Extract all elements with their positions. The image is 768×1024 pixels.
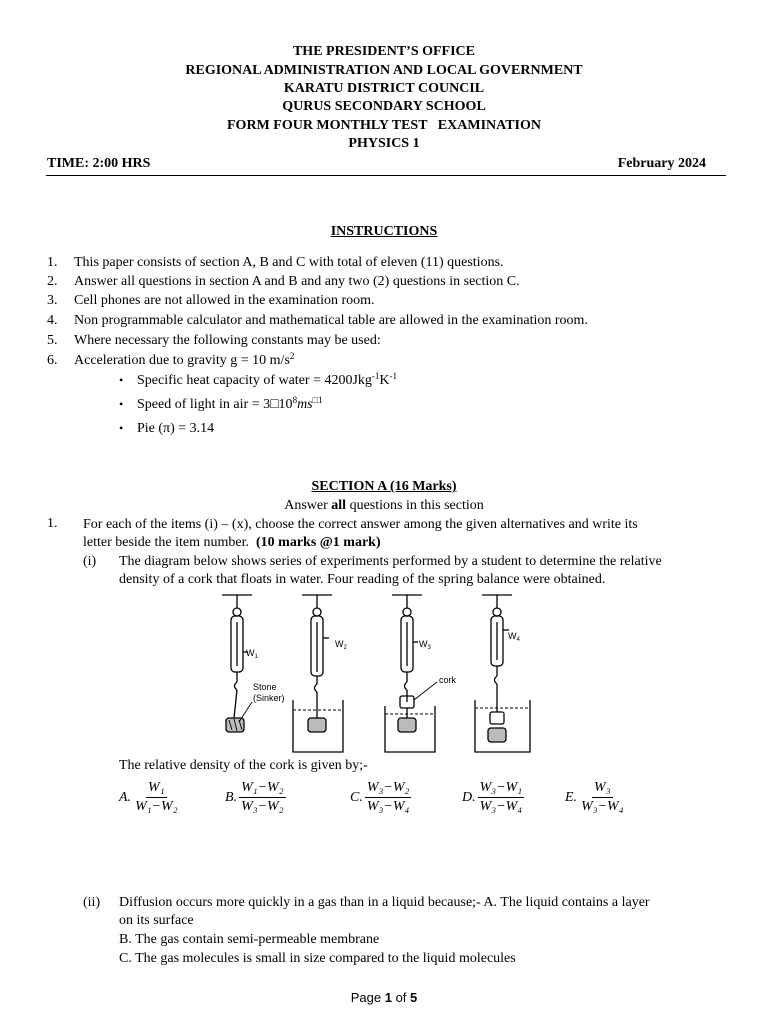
label-w1: $W_1$	[246, 648, 258, 660]
question-1-text: For each of the items (i) – (x), choose the correct answer among the given alternatives and write its	[83, 517, 638, 532]
header-line-2: REGIONAL ADMINISTRATION AND LOCAL GOVERNMENT	[185, 63, 583, 78]
constant-speed-of-light: Speed of light in air = $3□10^8ms^{□1}$	[137, 395, 323, 412]
constant-pi: Pie (π) = 3.14	[137, 421, 215, 436]
instruction-number: 3.	[47, 293, 58, 308]
item-ii-text: Diffusion occurs more quickly in a gas than in a liquid because;- A. The liquid contains a layer	[119, 895, 650, 910]
item-i-text: The diagram below shows series of experiments performed by a student to determine the relative	[119, 554, 662, 569]
label-w3: $W_3$	[419, 639, 431, 651]
section-a-subtitle: Answer all questions in this section	[284, 498, 484, 513]
beaker-4	[475, 700, 530, 752]
bullet-icon: •	[119, 397, 124, 411]
instruction-text: Cell phones are not allowed in the examination room.	[74, 293, 375, 308]
label-cork: cork	[439, 675, 457, 685]
instruction-text: Non programmable calculator and mathematical table are allowed in the examination room.	[74, 313, 588, 328]
instruction-number: 4.	[47, 313, 58, 328]
spring-balance-3	[392, 595, 422, 702]
bullet-icon: •	[119, 421, 124, 435]
header-line-6: PHYSICS 1	[348, 136, 420, 151]
instruction-number: 2.	[47, 274, 58, 289]
instruction-number: 1.	[47, 255, 58, 270]
question-1-text-2: letter beside the item number. (10 marks @1 mark)	[83, 535, 381, 550]
stone-1	[226, 718, 244, 732]
constant-specific-heat: Specific heat capacity of water = $4200Jkg^{-1}K^{-1}$	[137, 371, 398, 388]
page-footer: Page 1 of 5	[350, 990, 418, 1005]
bullet-icon: •	[119, 373, 124, 387]
item-ii-option-c: C. The gas molecules is small in size compared to the liquid molecules	[119, 951, 516, 966]
option-b: B. $\frac{\text{W₁−W₂}}{\text{W₃−W₂}}$	[225, 780, 284, 814]
label-sinker: (Sinker)	[253, 693, 285, 703]
instruction-text: This paper consists of section A, B and C with total of eleven (11) questions.	[74, 255, 504, 270]
option-d: D. $\frac{\text{W₃−W₁}}{\text{W₃−W₄}}$	[462, 780, 523, 814]
option-b-fraction: $\frac{\text{W₁−W₂}}{\text{W₃−W₂}}$	[241, 780, 284, 814]
section-a-title: SECTION A (16 Marks)	[311, 479, 457, 494]
exam-date: February 2024	[617, 156, 706, 171]
item-i-text-2: density of a cork that floats in water. Four reading of the spring balance were obtained.	[119, 572, 606, 587]
spring-balance-2	[302, 595, 332, 718]
header-rule	[46, 175, 726, 176]
option-a-fraction: $\frac{\text{W₁}}{\text{W₁−W₂}}$	[135, 780, 178, 814]
item-i-number: (i)	[83, 554, 97, 569]
exam-time: TIME: 2:00 HRS	[47, 156, 151, 171]
instruction-number: 5.	[47, 333, 58, 348]
instruction-number: 6.	[47, 353, 58, 368]
label-w4: $W_4$	[508, 631, 520, 643]
instruction-text: Acceleration due to gravity g = 10 $m/s^2$	[74, 351, 295, 368]
beaker-3	[385, 682, 437, 752]
option-e-fraction: $\frac{\text{W₃}}{\text{W₃−W₄}}$	[581, 780, 624, 814]
option-c: C. $\frac{\text{W₃−W₂}}{\text{W₃−W₄}}$	[350, 780, 410, 814]
option-a: A. $\frac{\text{W₁}}{\text{W₁−W₂}}$	[119, 780, 178, 814]
item-i-relative-density-text: The relative density of the cork is given by;-	[119, 758, 368, 773]
label-w2: $W_2$	[335, 639, 347, 651]
item-ii-number: (ii)	[83, 895, 101, 910]
instructions-title: INSTRUCTIONS	[330, 224, 438, 239]
item-ii-option-b: B. The gas contain semi-permeable membrane	[119, 932, 380, 947]
header-line-3: KARATU DISTRICT COUNCIL	[283, 81, 485, 96]
instruction-text: Answer all questions in section A and B and any two (2) questions in section C.	[74, 274, 520, 289]
item-ii-text-2: on its surface	[119, 913, 194, 928]
header-line-1: THE PRESIDENT’S OFFICE	[292, 44, 476, 59]
option-e: E. $\frac{\text{W₃}}{\text{W₃−W₄}}$	[565, 780, 624, 814]
header-line-4: QURUS SECONDARY SCHOOL	[282, 99, 486, 114]
header-line-5: FORM FOUR MONTHLY TEST EXAMINATION	[227, 118, 541, 133]
spring-balance-4	[482, 595, 512, 712]
instruction-text: Where necessary the following constants may be used:	[74, 333, 381, 348]
question-1-number: 1.	[47, 516, 58, 531]
option-c-fraction: $\frac{\text{W₃−W₂}}{\text{W₃−W₄}}$	[366, 780, 410, 814]
option-d-fraction: $\frac{\text{W₃−W₁}}{\text{W₃−W₄}}$	[479, 780, 523, 814]
label-stone: Stone	[253, 682, 277, 692]
spring-balance-diagram	[210, 590, 555, 755]
beaker-2	[293, 700, 343, 752]
